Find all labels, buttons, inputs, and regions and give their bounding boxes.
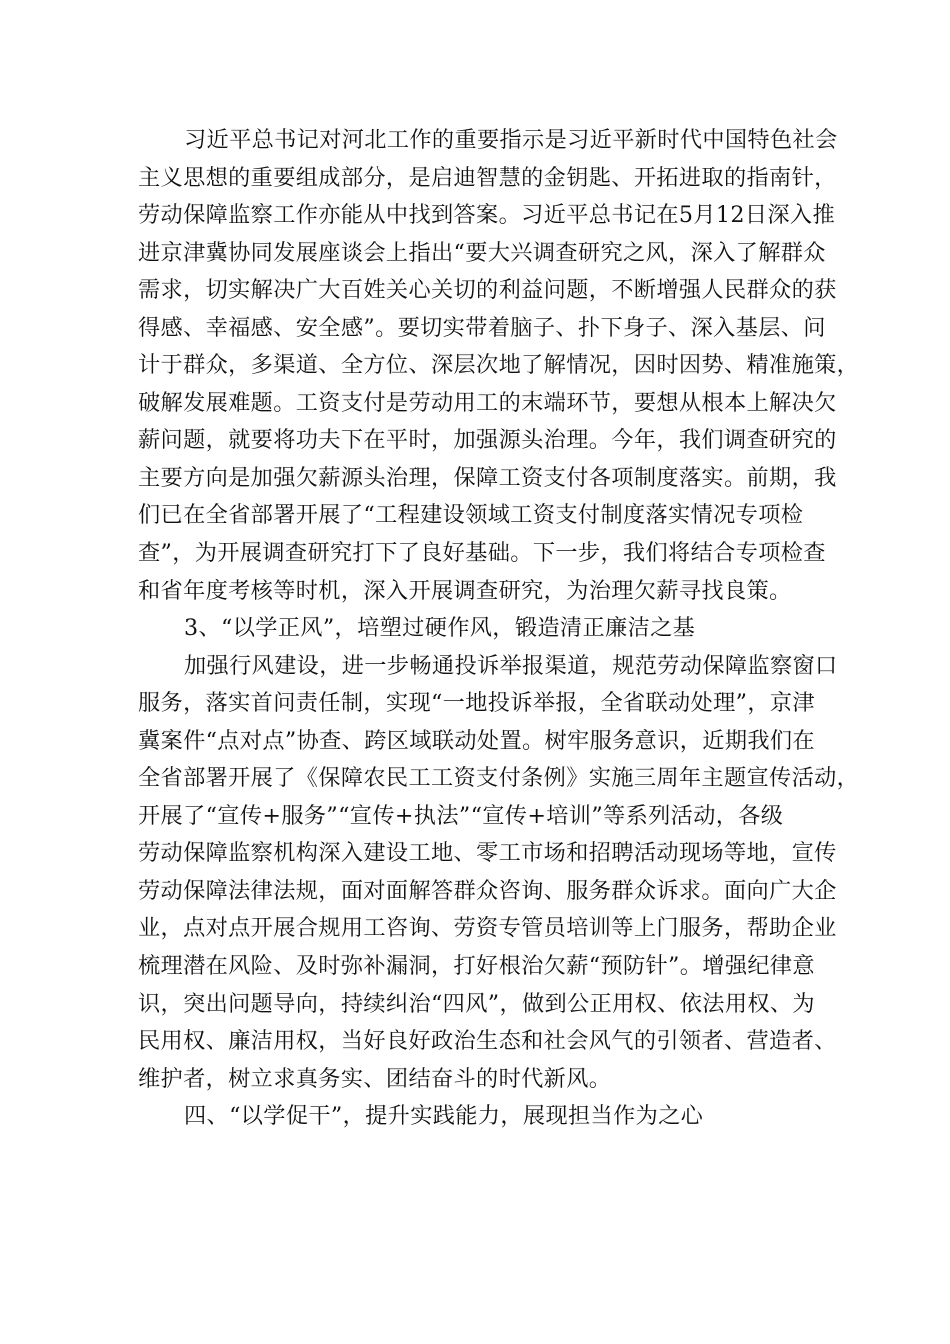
- paragraph-line: 加强行风建设，进一步畅通投诉举报渠道，规范劳动保障监察窗口: [184, 652, 838, 679]
- paragraph-line: 服务，落实首问责任制，实现“一地投诉举报，全省联动处理”，京津: [138, 690, 815, 717]
- paragraph-line: 劳动保障法律法规，面对面解答群众咨询、服务群众诉求。面向广大企: [138, 877, 837, 904]
- paragraph-line: 主义思想的重要组成部分，是启迪智慧的金钥匙、开拓进取的指南针，: [138, 164, 837, 191]
- document-body: [138, 122, 858, 1136]
- paragraph-line: 劳动保障监察工作亦能从中找到答案。习近平总书记在5月12日深入推: [138, 202, 835, 229]
- paragraph-line: 全省部署开展了《保障农民工工资支付条例》实施三周年主题宣传活动，: [138, 765, 860, 792]
- paragraph-line: 维护者，树立求真务实、团结奋斗的时代新风。: [138, 1065, 612, 1092]
- paragraph-line: 民用权、廉洁用权，当好良好政治生态和社会风气的引领者、营造者、: [138, 1028, 837, 1055]
- paragraph-line: 识，突出问题导向，持续纠治“四风”，做到公正用权、依法用权、为: [138, 990, 815, 1017]
- paragraph-line: 进京津冀协同发展座谈会上指出“要大兴调查研究之风，深入了解群众: [138, 239, 826, 266]
- paragraph-line: 破解发展难题。工资支付是劳动用工的末端环节，要想从根本上解决欠: [138, 389, 837, 416]
- paragraph-line: 冀案件“点对点”协查、跨区域联动处置。树牢服务意识，近期我们在: [138, 727, 815, 754]
- paragraph-line: 业，点对点开展合规用工咨询、劳资专管员培训等上门服务，帮助企业: [138, 915, 837, 942]
- paragraph-line: 们已在全省部署开展了“工程建设领域工资支付制度落实情况专项检: [138, 502, 804, 529]
- section-heading-3: 3、“以学正风”，培塑过硬作风，锻造清正廉洁之基: [184, 615, 696, 642]
- paragraph-line: 开展了“宣传+服务”“宣传+执法”“宣传+培训”等系列活动，各级: [138, 802, 784, 829]
- paragraph-2: [138, 648, 858, 1099]
- section-heading-4: 四、“以学促干”，提升实践能力，展现担当作为之心: [184, 1103, 704, 1130]
- paragraph-1: [138, 122, 858, 610]
- paragraph-line: 查”，为开展调查研究打下了良好基础。下一步，我们将结合专项检查: [138, 540, 826, 567]
- paragraph-line: 主要方向是加强欠薪源头治理，保障工资支付各项制度落实。前期，我: [138, 464, 837, 491]
- paragraph-line: 劳动保障监察机构深入建设工地、零工市场和招聘活动现场等地，宣传: [138, 840, 837, 867]
- paragraph-line: 需求，切实解决广大百姓关心关切的利益问题，不断增强人民群众的获: [138, 277, 837, 304]
- paragraph-line: 得感、幸福感、安全感”。要切实带着脑子、扑下身子、深入基层、问: [138, 314, 826, 341]
- paragraph-line: 薪问题，就要将功夫下在平时，加强源头治理。今年，我们调查研究的: [138, 427, 837, 454]
- paragraph-line: 计于群众，多渠道、全方位、深层次地了解情况，因时因势、精准施策，: [138, 352, 860, 379]
- paragraph-line: 习近平总书记对河北工作的重要指示是习近平新时代中国特色社会: [184, 127, 838, 153]
- paragraph-line: 梳理潜在风险、及时弥补漏洞，打好根治欠薪“预防针”。增强纪律意: [138, 953, 815, 980]
- paragraph-line: 和省年度考核等时机，深入开展调查研究，为治理欠薪寻找良策。: [138, 577, 792, 604]
